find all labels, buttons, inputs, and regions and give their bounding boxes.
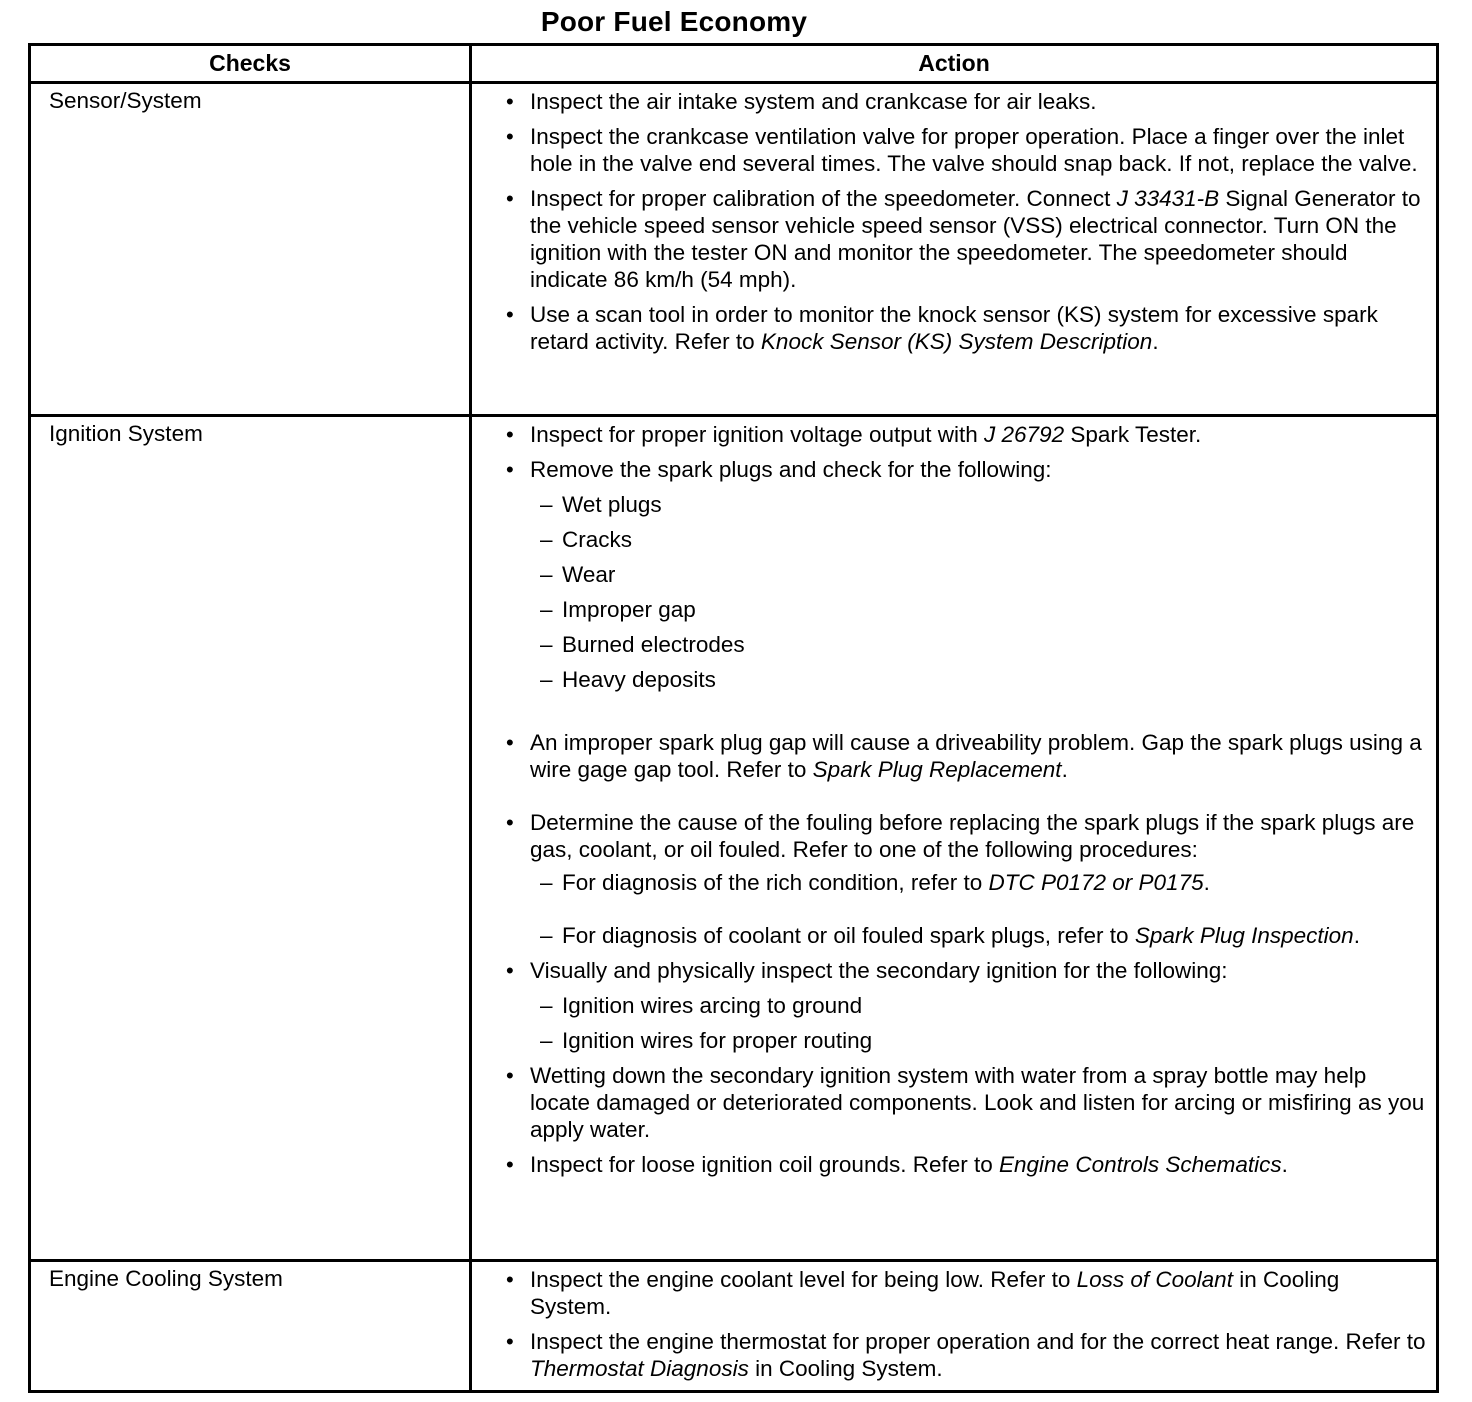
sub-list-item: – Burned electrodes xyxy=(540,631,1426,658)
list-item xyxy=(506,88,1426,115)
action-text: Inspect the engine coolant level for being low. Refer to xyxy=(530,1267,1077,1292)
sub-list-item: – Wet plugs xyxy=(540,491,1426,518)
action-text: Visually and physically inspect the secondary ignition for the following: xyxy=(530,958,1228,983)
check-cell: Sensor/System xyxy=(30,83,471,416)
action-text: Signal Generator to the vehicle speed sensor vehicle speed sensor (VSS) electrical connector. Turn ON the ignition with the tester ON and monitor the speedometer. The speedometer should indicate 86 km/h (54 mph). xyxy=(530,186,1421,292)
sub-list-item xyxy=(540,869,1426,896)
table-row xyxy=(30,416,1438,1261)
action-text: . xyxy=(1353,923,1360,948)
list-item xyxy=(506,185,1426,293)
sub-list-item: – Ignition wires arcing to ground xyxy=(540,992,1426,1019)
action-text: Inspect the engine thermostat for proper operation and for the correct heat range. Refer to xyxy=(530,1329,1426,1354)
action-text: Remove the spark plugs and check for the following: xyxy=(530,457,1052,482)
procedure-link[interactable]: Spark Plug Inspection xyxy=(1134,923,1354,948)
action-text: For diagnosis of the rich condition, refer to xyxy=(562,870,989,895)
procedure-link[interactable]: Knock Sensor (KS) System Description xyxy=(760,329,1153,354)
check-cell: Ignition System xyxy=(30,416,471,1261)
diagnosis-table xyxy=(28,43,1439,1393)
procedure-link[interactable]: Loss of Coolant xyxy=(1076,1267,1233,1292)
list-item xyxy=(506,809,1426,949)
sub-list-item xyxy=(540,922,1426,949)
action-cell xyxy=(471,83,1438,416)
list-item xyxy=(506,1062,1426,1143)
action-text: in Cooling System. xyxy=(748,1356,943,1381)
tool-reference: J 26792 xyxy=(984,422,1065,447)
check-cell: Engine Cooling System xyxy=(30,1261,471,1392)
sub-list-item: – Improper gap xyxy=(540,596,1426,623)
action-text: . xyxy=(1281,1152,1288,1177)
procedure-link[interactable]: Engine Controls Schematics xyxy=(999,1152,1282,1177)
action-cell xyxy=(471,1261,1438,1392)
sub-list xyxy=(540,491,1426,693)
action-text: Inspect the air intake system and crankcase for air leaks. xyxy=(530,89,1097,114)
procedure-link[interactable]: Spark Plug Replacement xyxy=(812,757,1062,782)
action-text: . xyxy=(1061,757,1068,782)
list-item xyxy=(506,421,1426,448)
list-item xyxy=(506,1266,1426,1320)
list-item xyxy=(506,957,1426,1054)
sub-list-item: – Ignition wires for proper routing xyxy=(540,1027,1426,1054)
procedure-link[interactable]: Thermostat Diagnosis xyxy=(530,1356,749,1381)
action-cell xyxy=(471,416,1438,1261)
sub-list xyxy=(540,992,1426,1054)
list-item xyxy=(506,123,1426,177)
action-text: . xyxy=(1203,870,1210,895)
table-row xyxy=(30,83,1438,416)
action-text: Inspect for proper ignition voltage output with xyxy=(530,422,985,447)
action-text: Use a scan tool in order to monitor the knock sensor (KS) system for excessive spark retard activity. Refer to xyxy=(530,302,1378,354)
sub-list xyxy=(540,869,1426,949)
procedure-link[interactable]: DTC P0172 or P0175 xyxy=(988,870,1204,895)
list-item xyxy=(506,1151,1426,1178)
header-row xyxy=(30,45,1438,83)
action-text: An improper spark plug gap will cause a driveability problem. Gap the spark plugs using a wire gage gap tool. Refer to xyxy=(530,730,1422,782)
table-row xyxy=(30,1261,1438,1392)
action-text: . xyxy=(1152,329,1159,354)
action-text: For diagnosis of coolant or oil fouled spark plugs, refer to xyxy=(562,923,1135,948)
action-text: Inspect for proper calibration of the speedometer. Connect xyxy=(530,186,1117,211)
tool-reference: J 33431-B xyxy=(1116,186,1220,211)
action-text: Determine the cause of the fouling before replacing the spark plugs if the spark plugs are gas, coolant, or oil fouled. Refer to one of the following procedures: xyxy=(530,810,1415,862)
action-header: Action xyxy=(471,45,1438,83)
action-text: Spark Tester. xyxy=(1064,422,1202,447)
action-text: Wetting down the secondary ignition system with water from a spray bottle may help locate damaged or deteriorated components. Look and listen for arcing or misfiring as you apply water. xyxy=(530,1063,1425,1142)
list-item xyxy=(506,1328,1426,1382)
action-text: Inspect for loose ignition coil grounds. Refer to xyxy=(530,1152,1000,1177)
checks-header: Checks xyxy=(30,45,471,83)
list-item xyxy=(506,456,1426,693)
action-text: Inspect the crankcase ventilation valve for proper operation. Place a finger over the inlet hole in the valve end several times. The valve should snap back. If not, replace the valve. xyxy=(530,124,1418,176)
page-title: Poor Fuel Economy xyxy=(540,6,808,37)
list-item xyxy=(506,301,1426,355)
action-text: in Cooling System. xyxy=(530,1267,1340,1319)
list-item xyxy=(506,729,1426,783)
sub-list-item: – Heavy deposits xyxy=(540,666,1426,693)
sub-list-item: – Wear xyxy=(540,561,1426,588)
sub-list-item: – Cracks xyxy=(540,526,1426,553)
